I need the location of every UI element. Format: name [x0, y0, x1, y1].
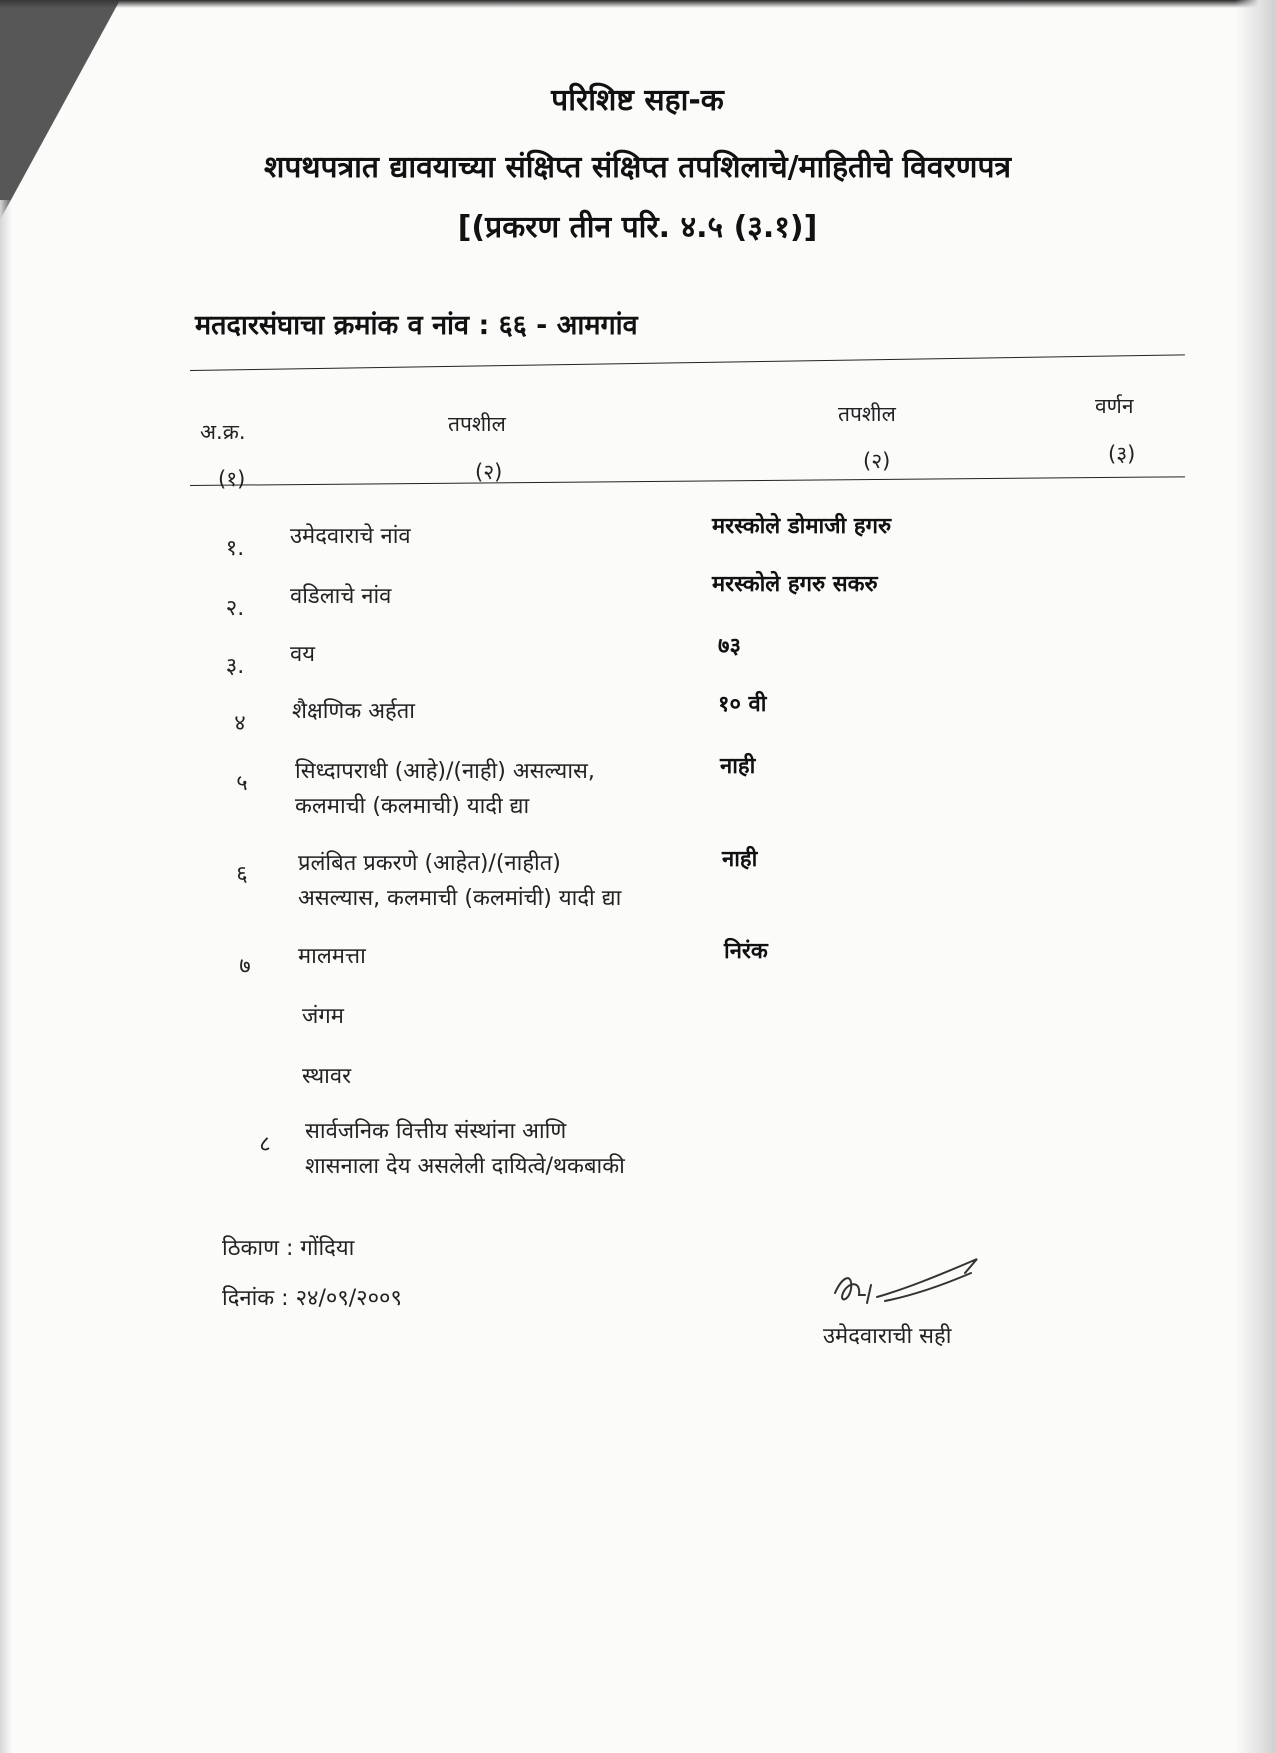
- row-serial: ५: [236, 771, 248, 796]
- row-label-continued: शासनाला देय असलेली दायित्वे/थकबाकी: [305, 1154, 625, 1179]
- table-top-rule: [190, 354, 1185, 371]
- row-sublabel: जंगम: [302, 1004, 344, 1029]
- constituency-line: मतदारसंघाचा क्रमांक व नांव : ६६ - आमगांव: [195, 310, 638, 341]
- row-label: सिध्दापराधी (आहे)/(नाही) असल्यास,: [295, 759, 595, 784]
- header-detail-2-number: (२): [863, 449, 891, 473]
- row-label: वडिलाचे नांव: [290, 584, 392, 609]
- appendix-title: परिशिष्ट सहा-क: [551, 83, 724, 118]
- header-description: वर्णन: [1095, 394, 1134, 418]
- row-value: नाही: [720, 754, 756, 779]
- row-value: नाही: [722, 847, 758, 872]
- page-shadow: [0, 200, 12, 1753]
- row-label-continued: कलमाची (कलमाची) यादी द्या: [295, 794, 530, 819]
- place-line: ठिकाण : गोंदिया: [222, 1236, 355, 1261]
- row-value: मरस्कोले हगरु सकरु: [712, 572, 878, 597]
- row-label: मालमत्ता: [298, 944, 366, 969]
- header-serial: अ.क्र.: [200, 420, 246, 444]
- row-serial: ८: [259, 1132, 271, 1157]
- header-detail-2: तपशील: [838, 402, 896, 426]
- stacked-pages-edge: [1235, 0, 1275, 1753]
- form-reference: [(प्रकरण तीन परि. ४.५ (३.१)]: [457, 210, 818, 245]
- row-sublabel: स्थावर: [302, 1064, 352, 1089]
- scan-edge: [0, 0, 1275, 8]
- row-value: मरस्कोले डोमाजी हगरु: [712, 514, 892, 539]
- header-description-number: (३): [1108, 442, 1136, 466]
- row-value: ७३: [718, 634, 741, 659]
- row-serial: ४: [234, 711, 246, 736]
- row-serial: २.: [225, 596, 245, 621]
- signature-label: उमेदवाराची सही: [823, 1324, 952, 1349]
- row-value: निरंक: [724, 939, 768, 964]
- row-label: उमेदवाराचे नांव: [290, 524, 411, 549]
- row-label-continued: असल्यास, कलमाची (कलमांची) यादी द्या: [298, 886, 622, 911]
- header-detail-1: तपशील: [448, 412, 506, 436]
- table-header-rule: [190, 476, 1185, 486]
- row-label: प्रलंबित प्रकरणे (आहेत)/(नाहीत): [298, 851, 561, 876]
- header-detail-1-number: (२): [475, 460, 503, 484]
- row-label: वय: [290, 642, 315, 667]
- row-serial: ६: [236, 862, 248, 887]
- row-serial: १.: [225, 536, 245, 561]
- row-value: १० वी: [718, 692, 767, 717]
- row-label: सार्वजनिक वित्तीय संस्थांना आणि: [305, 1119, 567, 1144]
- row-serial: ३.: [225, 654, 245, 679]
- header-serial-number: (१): [218, 467, 246, 491]
- row-label: शैक्षणिक अर्हता: [292, 699, 415, 724]
- form-subject: शपथपत्रात द्यावयाच्या संक्षिप्त संक्षिप्त तपशिलाचे/माहितीचे विवरणपत्र: [263, 150, 1012, 185]
- signature-mark: [825, 1255, 985, 1325]
- row-serial: ७: [239, 954, 251, 979]
- date-line: दिनांक : २४/०९/२००९: [222, 1286, 402, 1311]
